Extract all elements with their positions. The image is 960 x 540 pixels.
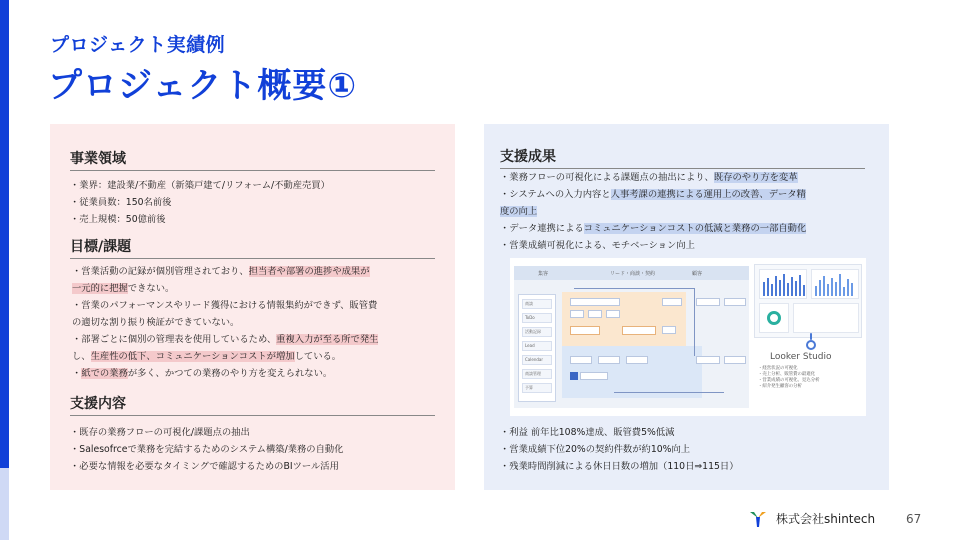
flow-connector (694, 288, 695, 356)
flow-box (588, 310, 602, 318)
accent-bar (0, 0, 9, 468)
accent-bar-light (0, 468, 9, 540)
flow-box (570, 326, 600, 335)
flow-box (724, 356, 746, 364)
business-list (70, 177, 330, 228)
list-item: ・業界：建設業/不動産（新築戸建て/リフォーム/不動産売買） (70, 180, 330, 191)
chart-tile (759, 303, 789, 333)
flow-box (696, 356, 720, 364)
flow-box (662, 298, 682, 306)
list-item: し、生産性の低下、コミュニケーションコストが増加している。 (72, 351, 342, 362)
flow-box (626, 356, 648, 364)
flow-box (696, 298, 720, 306)
page-number: 67 (906, 512, 922, 526)
list-item: の適切な割り振り検証ができていない。 (72, 317, 240, 328)
goals-heading: 目標/課題 (70, 236, 435, 259)
list-item (500, 203, 865, 220)
flow-box (598, 356, 620, 364)
list-item: ・業務フローの可視化による課題点の抽出により、既存のやり方を変革 (500, 172, 798, 183)
results-heading: 支援成果 (500, 146, 865, 169)
list-item: 一元的に把握できない。 (72, 283, 175, 294)
flow-node (570, 372, 578, 380)
metrics-list (500, 424, 739, 475)
list-item: ・Salesofrceで業務を完結するためのシステム構築/業務の自動化 (70, 444, 344, 455)
flow-connector (574, 288, 694, 289)
flow-box (724, 298, 746, 306)
system-screenshot (510, 258, 866, 416)
highlight: 重複入力が至る所で発生 (276, 334, 379, 345)
list-item: ・必要な情報を必要なタイミングで確認するためのBIツール活用 (70, 461, 339, 472)
page-title: プロジェクト概要① (48, 66, 358, 106)
results-list (500, 169, 865, 254)
flow-box (570, 298, 620, 306)
list-item: ・売上規模：50億前後 (70, 214, 166, 225)
flow-box (570, 356, 592, 364)
list-item: ・残業時間削減による休日日数の増加（110日⇒115日） (500, 461, 739, 472)
flow-box (662, 326, 676, 334)
table-tile (793, 303, 859, 333)
salesforce-flow-diagram (514, 266, 749, 408)
list-item: ・システムへの入力内容と人事考課の連携による運用上の改善、データ精 (500, 189, 806, 200)
looker-dashboard-thumbnail (754, 264, 862, 338)
flow-header: 集客 リード・商談・契約 顧客 (514, 266, 749, 280)
list-item: ・利益 前年比108%達成、販管費5%低減 (500, 427, 675, 438)
highlight: 度の向上 (500, 206, 538, 217)
support-heading: 支援内容 (70, 393, 435, 416)
shintech-logo-icon (748, 509, 768, 529)
list-item: ・紙での業務が多く、かつての業務のやり方を変えられない。 (72, 368, 333, 379)
looker-studio-icon (806, 340, 816, 350)
list-item: ・既存の業務フローの可視化/課題点の抽出 (70, 427, 250, 438)
list-item: ・部署ごとに個別の管理表を使用しているため、重複入力が至る所で発生 (72, 334, 379, 345)
list-item: ・データ連携によるコミュニケーションコストの低減と業務の一部自動化 (500, 223, 807, 234)
chart-tile (811, 269, 859, 299)
highlight: 一元的に把握 (72, 283, 128, 294)
highlight: 担当者や部署の進捗や成果が (248, 266, 370, 277)
support-list (70, 424, 343, 475)
highlight: 人事考課の連携による運用上の改善、データ精 (610, 189, 806, 200)
highlight: コミュニケーションコストの低減と業務の一部自動化 (583, 223, 807, 234)
list-item: ・営業のパフォーマンスやリード獲得における情報集約ができず、販管費 (72, 300, 378, 311)
looker-studio-label: Looker Studio (770, 352, 832, 362)
goals-list (72, 263, 442, 382)
business-heading: 事業領域 (70, 148, 435, 171)
flow-box (606, 310, 620, 318)
list-item: ・営業成績下位20%の契約件数が約10%向上 (500, 444, 691, 455)
donut-chart-icon (767, 311, 781, 325)
flow-box (580, 372, 608, 380)
highlight: 生産性の低下、コミュニケーションコストが増加 (90, 351, 295, 362)
side-nav: 商談 ToDo 活動記録 Lead Calendar 商談管理 予算 (518, 294, 556, 402)
looker-notes: ・経営状況の可視化 ・売上分析、販管費の最適化 ・営業成績の可視化、見込分析 ・紹介発生顧客の分析 (758, 366, 820, 389)
flow-connector (614, 392, 724, 393)
company-name: 株式会社shintech (776, 512, 876, 526)
flow-box (570, 310, 584, 318)
flow-box (622, 326, 656, 335)
highlight: 既存のやり方を変革 (713, 172, 798, 183)
list-item: ・従業員数：150名前後 (70, 197, 172, 208)
highlight: 紙での業務 (81, 368, 128, 379)
list-item: ・営業活動の記録が個別管理されており、担当者や部署の進捗や成果が (72, 266, 370, 277)
section-subtitle: プロジェクト実績例 (50, 34, 226, 56)
chart-tile (759, 269, 807, 299)
list-item: ・営業成績可視化による、モチベーション向上 (500, 240, 695, 251)
